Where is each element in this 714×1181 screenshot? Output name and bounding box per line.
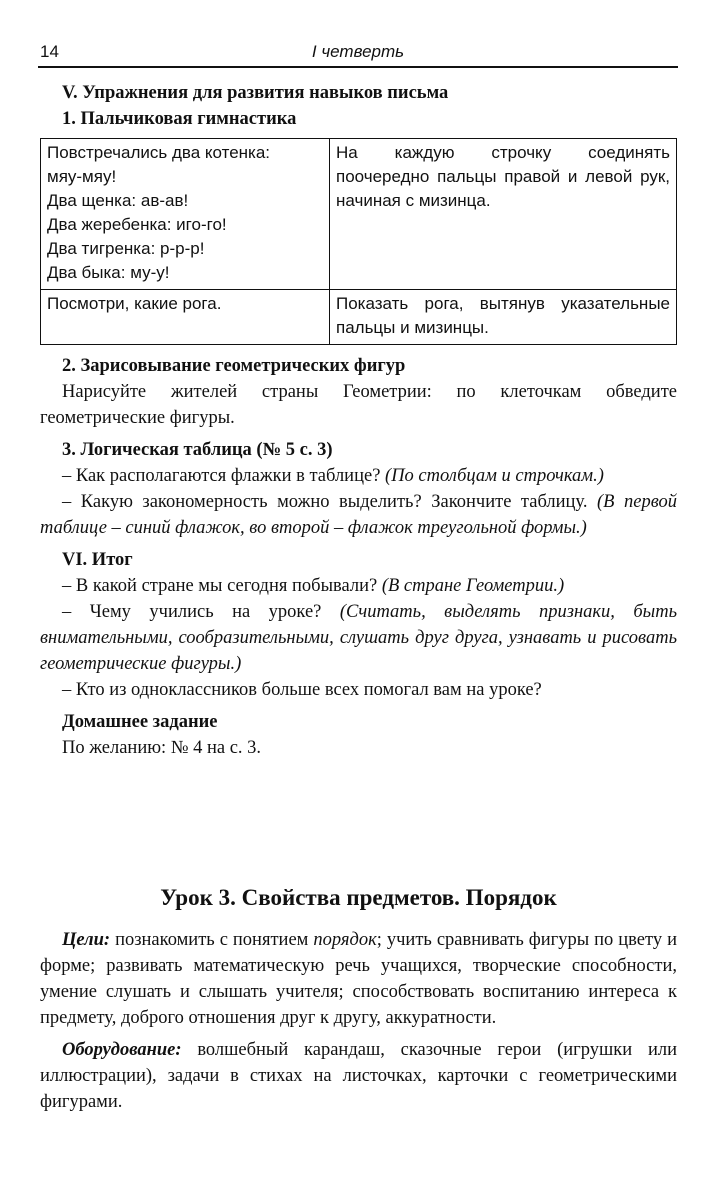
goals-term: порядок — [313, 930, 377, 950]
rhyme-line: Два щенка: ав-ав! — [47, 191, 189, 210]
question-text: – Чему учились на уроке? — [62, 602, 322, 622]
answer-text: (По столбцам и строчкам.) — [385, 466, 604, 486]
question-text: – Как располагаются флажки в таблице? — [62, 466, 381, 486]
main-content — [40, 80, 677, 761]
section-v-title: V. Упражнения для развития навыков письма — [62, 83, 449, 103]
running-title: I четверть — [311, 42, 405, 61]
equipment-text: волшебный карандаш, сказочные герои (игрушки или иллюстрации), задачи в стихах на листочках, карточки с геометрическими фигурами. — [40, 1040, 677, 1112]
table-cell-instruction: Показать рога, вытянув указательные пальцы и мизинцы. — [330, 290, 677, 345]
rhyme-line: Два быка: му-у! — [47, 263, 170, 282]
goals-text: ; учить сравнивать фигуры по цвету и форме; развивать математическую речь учащихся, творческие способности, умение слушать и слышать учителя; способствовать воспитанию интереса к предмету, доброго отношения друг к другу, аккуратности. — [40, 930, 677, 1028]
geometry-drawing-title: 2. Зарисовывание геометрических фигур — [62, 356, 406, 376]
logic-table-title: 3. Логическая таблица (№ 5 с. 3) — [62, 440, 333, 460]
page-number: 14 — [40, 42, 59, 61]
lesson-equipment — [40, 1037, 677, 1115]
summary-question-2 — [40, 599, 677, 677]
logic-question-1 — [40, 463, 677, 489]
homework-text: По желанию: № 4 на с. 3. — [62, 738, 262, 758]
rhyme-line: Повстречались два котенка: — [47, 143, 271, 162]
goals-text: познакомить с понятием — [115, 930, 309, 950]
geometry-drawing-text: Нарисуйте жителей страны Геометрии: по клеточкам обведите геометрические фигуры. — [40, 382, 677, 428]
lesson-title: Урок 3. Свойства предметов. Порядок — [160, 885, 557, 910]
question-text: – В какой стране мы сегодня побывали? — [62, 576, 378, 596]
table-cell-instruction: На каждую строчку соединять поочередно пальцы правой и левой рук, начиная с мизинца. — [330, 139, 677, 290]
table-cell-rhyme: Посмотри, какие рога. — [41, 290, 330, 345]
logic-question-2 — [40, 489, 677, 541]
question-text: – Кто из одноклассников больше всех помогал вам на уроке? — [62, 680, 542, 700]
finger-gym-table — [40, 138, 677, 345]
summary-question-1 — [40, 573, 677, 599]
rhyme-line: Два тигренка: р-р-р! — [47, 239, 205, 258]
page-header — [38, 42, 678, 68]
table-row — [41, 139, 677, 290]
answer-text: (Считать, выделять признаки, быть внимательными, сообразительными, слушать друг друга, узнавать и рисовать геометрические фигуры.) — [40, 602, 677, 674]
section-vi-title: VI. Итог — [62, 550, 133, 570]
homework-title: Домашнее задание — [62, 712, 218, 732]
lesson-goals — [40, 927, 677, 1031]
question-text: – Какую закономерность можно выделить? Закончите таблицу. — [62, 492, 588, 512]
table-cell-rhyme — [41, 139, 330, 290]
finger-gym-title: 1. Пальчиковая гимнастика — [62, 109, 297, 129]
rhyme-line: мяу-мяу! — [47, 167, 117, 186]
summary-question-3 — [40, 677, 677, 703]
answer-text: (В стране Геометрии.) — [381, 576, 565, 596]
lesson-description — [40, 927, 677, 1115]
rhyme-line: Два жеребенка: иго-го! — [47, 215, 227, 234]
answer-text: (В первой таблице – синий флажок, во второй – флажок треугольной формы.) — [40, 492, 677, 538]
table-row — [41, 290, 677, 345]
equipment-label: Оборудование: — [62, 1040, 182, 1060]
goals-label: Цели: — [62, 930, 111, 950]
